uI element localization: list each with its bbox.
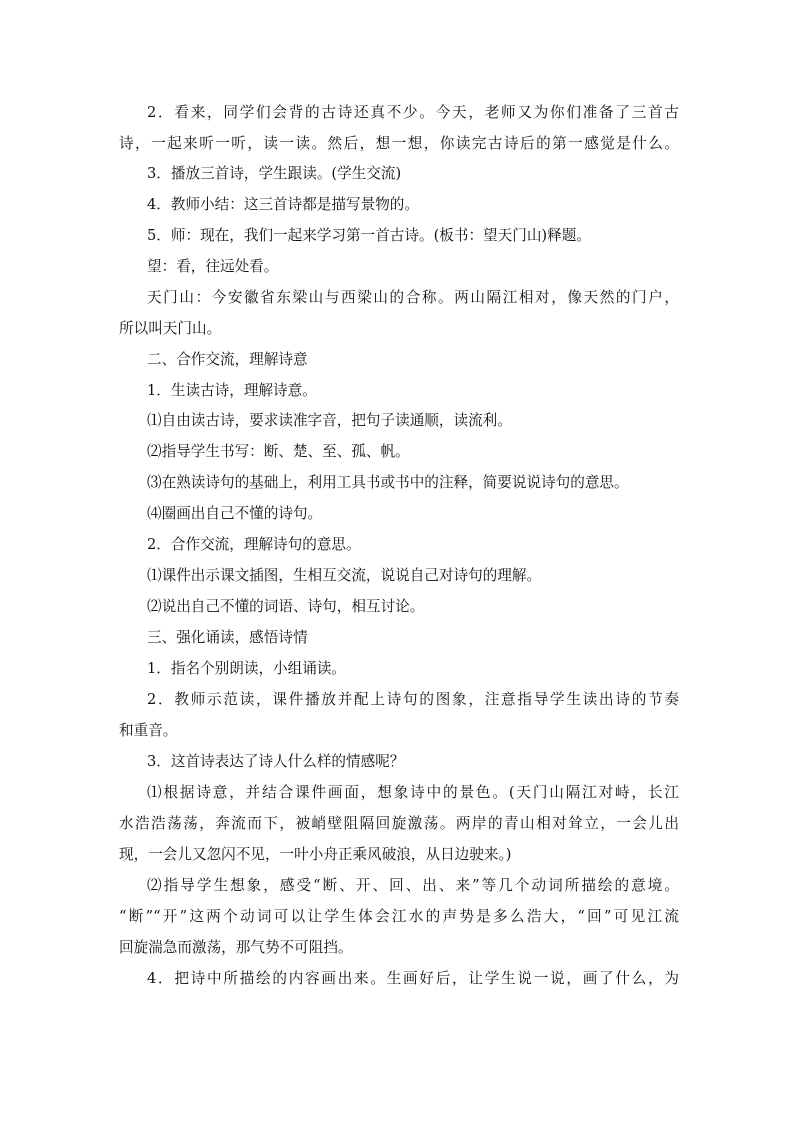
text-line: 望：看，往远处看。 xyxy=(147,258,279,275)
text-line: 水浩浩荡荡，奔流而下，被峭壁阻隔回旋激荡。两岸的青山相对耸立，一会儿出 xyxy=(119,815,679,832)
text-line: “断”“开”这两个动词可以让学生体会江水的声势是多么浩大，“回”可见江流 xyxy=(119,908,679,925)
section-heading: 二、合作交流，理解诗意 xyxy=(147,351,308,368)
text-line: 诗，一起来听一听，读一读。然后，想一想，你读完古诗后的第一感觉是什么。 xyxy=(119,135,679,152)
text-line: 2．看来，同学们会背的古诗还真不少。今天，老师又为你们准备了三首古 xyxy=(147,104,679,121)
text-line: 所以叫天门山。 xyxy=(119,320,222,337)
text-line: 2．教师示范读，课件播放并配上诗句的图象，注意指导学生读出诗的节奏 xyxy=(147,691,679,708)
text-line: 天门山：今安徽省东梁山与西梁山的合称。两山隔江相对，像天然的门户， xyxy=(147,289,679,306)
text-line: 4．教师小结：这三首诗都是描写景物的。 xyxy=(147,196,419,213)
text-line: 现，一会儿又忽闪不见，一叶小舟正乘风破浪，从日边驶来。) xyxy=(119,846,512,863)
text-line: 5．师：现在，我们一起来学习第一首古诗。(板书：望天门山)释题。 xyxy=(147,227,591,244)
text-line: 2．合作交流，理解诗句的意思。 xyxy=(147,536,361,553)
text-line: ⑴课件出示课文插图，生相互交流，说说自己对诗句的理解。 xyxy=(147,567,542,584)
text-line: 3．这首诗表达了诗人什么样的情感呢？ xyxy=(147,753,405,770)
text-line: 4．把诗中所描绘的内容画出来。生画好后，让学生说一说，画了什么，为 xyxy=(147,970,679,987)
text-line: ⑵指导学生想象，感受“断、开、回、出、来”等几个动词所描绘的意境。 xyxy=(147,877,679,894)
text-line: ⑴自由读古诗，要求读准字音，把句子读通顺，读流利。 xyxy=(147,412,512,429)
text-line: 3．播放三首诗，学生跟读。(学生交流) xyxy=(147,165,402,182)
text-line: ⑶在熟读诗句的基础上，利用工具书或书中的注释，简要说说诗句的意思。 xyxy=(147,474,629,491)
text-line: ⑴根据诗意，并结合课件画面，想象诗中的景色。(天门山隔江对峙，长江 xyxy=(147,784,679,801)
text-line: 1．生读古诗，理解诗意。 xyxy=(147,382,317,399)
text-line: 1．指名个别朗读，小组诵读。 xyxy=(147,660,347,677)
section-heading: 三、强化诵读，感悟诗情 xyxy=(147,629,308,646)
text-line: 回旋湍急而激荡，那气势不可阻挡。 xyxy=(119,939,353,956)
text-line: 和重音。 xyxy=(119,722,178,739)
text-line: ⑵指导学生书写：断、楚、至、孤、帆。 xyxy=(147,443,410,460)
text-line: ⑷圈画出自己不懂的诗句。 xyxy=(147,505,323,522)
text-line: ⑵说出自己不懂的词语、诗句，相互讨论。 xyxy=(147,598,425,615)
